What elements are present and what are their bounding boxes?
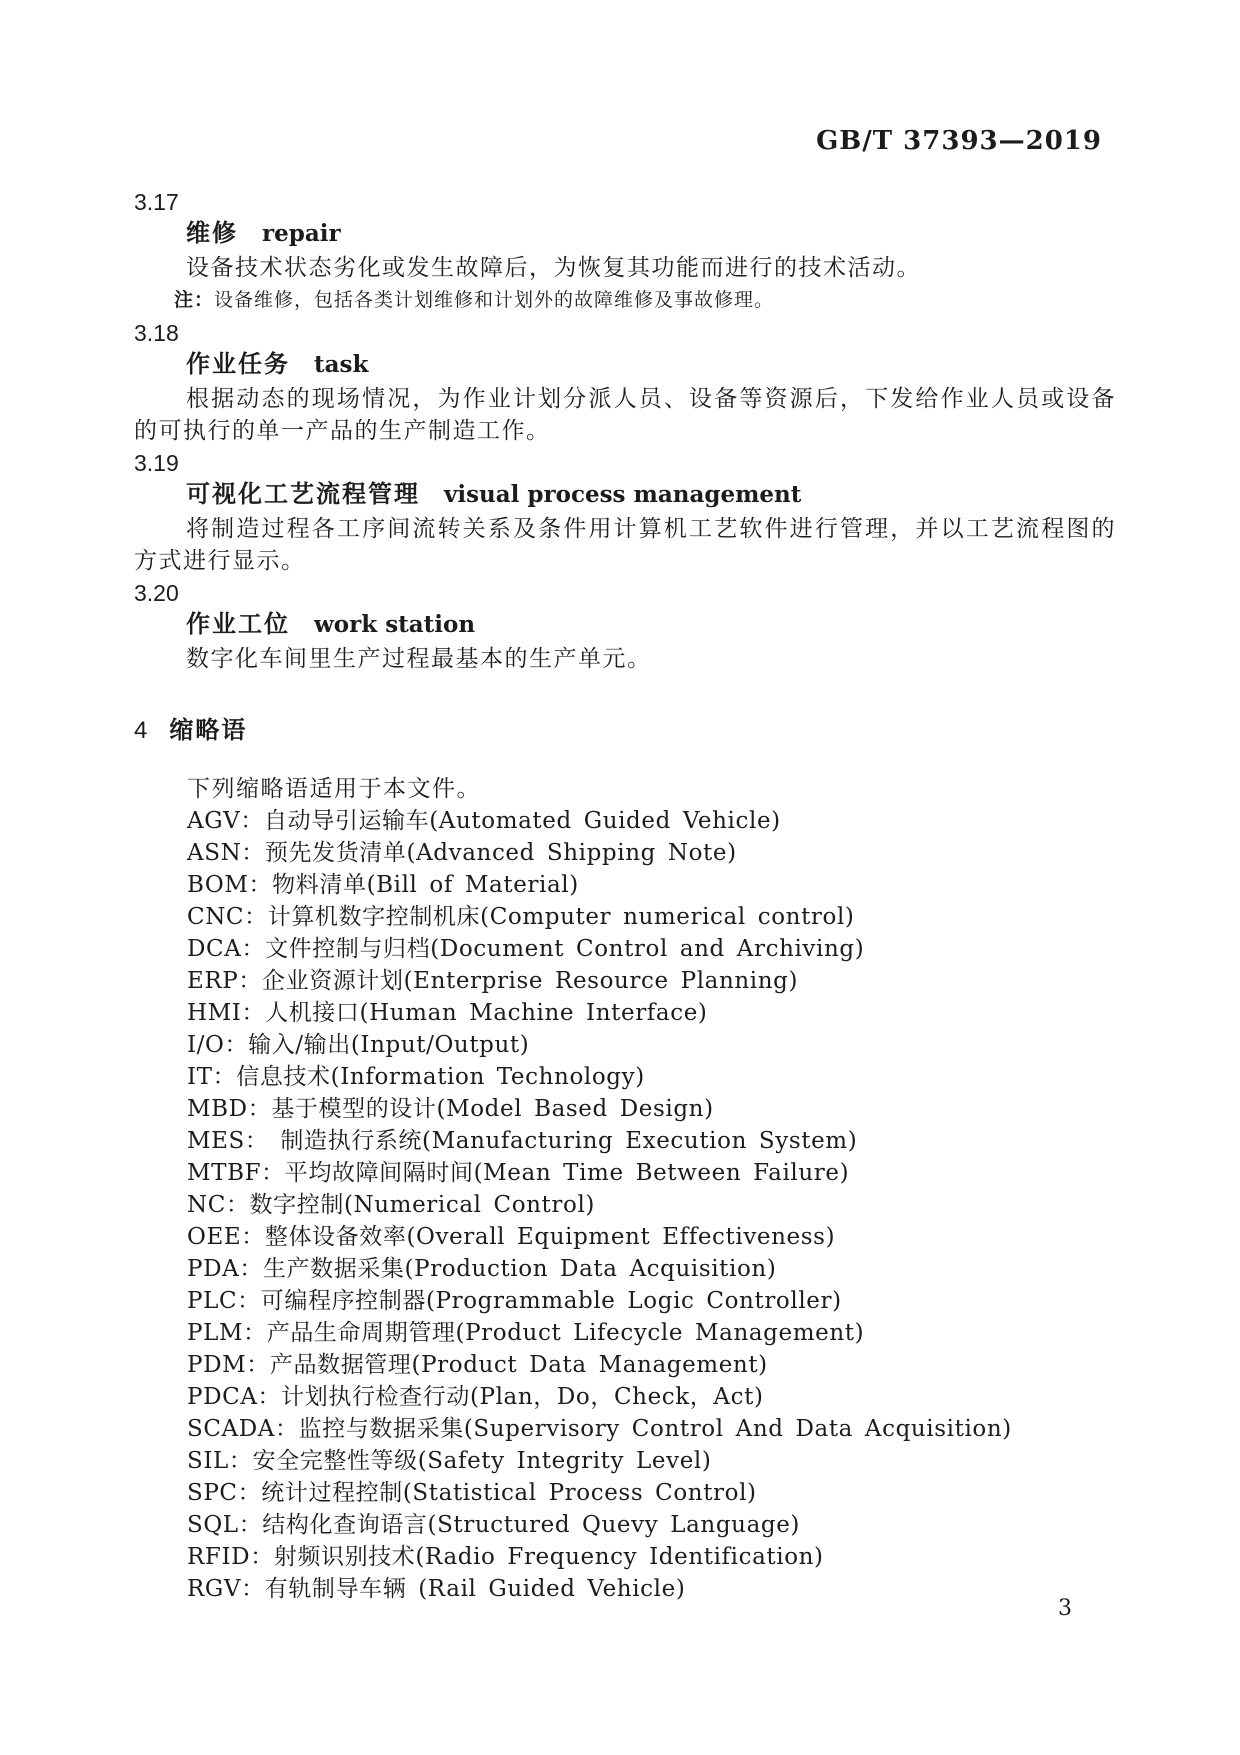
abbreviation-colon: ： (241, 1576, 265, 1602)
abbreviation-colon: ： (238, 1512, 263, 1538)
abbreviation-code: IT (187, 1064, 213, 1090)
abbreviation-item (187, 1349, 1116, 1381)
abbreviation-colon: ： (261, 1160, 285, 1186)
abbreviation-item (187, 805, 1116, 837)
abbreviation-colon: ： (257, 1384, 282, 1410)
abbreviation-code: AGV (187, 808, 241, 834)
abbreviation-item (187, 1477, 1116, 1509)
term-section (134, 186, 1116, 317)
abbreviation-chinese: 人机接口 (265, 1000, 360, 1026)
abbreviation-chinese: 平均故障间隔时间 (284, 1160, 474, 1186)
abbreviation-code: DCA (187, 936, 242, 962)
abbreviation-code: OEE (187, 1224, 242, 1250)
page-number: 3 (1058, 1596, 1072, 1621)
abbreviation-english: (Production Data Acquisition) (404, 1256, 777, 1282)
abbreviation-item (187, 1285, 1116, 1317)
abbreviation-english: (Rail Guided Vehicle) (418, 1576, 686, 1602)
abbreviation-chinese: 文件控制与归档 (265, 936, 431, 962)
abbreviation-chinese: 产品数据管理 (269, 1352, 412, 1378)
abbreviation-item (187, 1157, 1116, 1189)
abbreviation-code: HMI (187, 1000, 242, 1026)
abbreviations-block (134, 773, 1116, 1605)
standard-code-header: GB/T 37393—2019 (816, 126, 1102, 156)
term-definition: 数字化车间里生产过程最基本的生产单元。 (186, 646, 652, 672)
abbreviation-english: (Statistical Process Control) (402, 1480, 757, 1506)
abbreviation-colon: ： (212, 1064, 237, 1090)
abbreviation-code: ERP (187, 968, 239, 994)
term-definition: 设备技术状态劣化或发生故障后，为恢复其功能而进行的技术活动。 (186, 255, 921, 281)
abbreviation-colon: ： (250, 1544, 274, 1570)
term-section (134, 317, 1116, 447)
term-chinese: 作业工位 (186, 611, 290, 638)
abbreviation-colon: ： (225, 1192, 250, 1218)
abbreviation-colon: ： (244, 1128, 269, 1154)
term-english: work station (314, 611, 476, 638)
abbreviation-colon: ： (241, 840, 265, 866)
abbreviation-item (187, 1093, 1116, 1125)
abbreviation-colon: ： (240, 808, 265, 834)
abbreviation-english: (Product Lifecycle Management) (455, 1320, 865, 1346)
abbreviation-english: (Automated Guided Vehicle) (429, 808, 781, 834)
abbreviation-chinese: 统计过程控制 (261, 1480, 403, 1506)
abbreviation-code: PDCA (187, 1384, 258, 1410)
abbreviation-code: PLM (187, 1320, 244, 1346)
abbreviation-english: (Numerical Control) (343, 1192, 595, 1218)
abbreviation-chinese: 输入/输出 (248, 1032, 351, 1058)
abbreviation-chinese: 计算机数字控制机床 (267, 904, 481, 930)
abbreviation-chinese: 整体设备效率 (264, 1224, 407, 1250)
abbreviation-colon: ： (237, 1288, 261, 1314)
term-note (174, 284, 1116, 317)
abbreviation-item (187, 1509, 1116, 1541)
abbreviation-colon: ： (243, 1320, 267, 1346)
abbreviation-colon: ： (228, 1448, 253, 1474)
section-number: 3.18 (134, 320, 179, 346)
abbreviation-list (134, 805, 1116, 1605)
abbreviation-colon: ： (244, 904, 268, 930)
abbreviation-item (187, 997, 1116, 1029)
abbreviation-english: (Product Data Management) (411, 1352, 768, 1378)
abbreviation-english: (Input/Output) (350, 1032, 530, 1058)
abbreviation-chinese: 制造执行系统 (268, 1128, 423, 1154)
section-number: 3.20 (134, 580, 179, 606)
abbreviation-colon: ： (238, 968, 262, 994)
abbreviation-item (187, 1381, 1116, 1413)
abbreviation-chinese: 自动导引运输车 (264, 808, 430, 834)
abbreviation-english: (Bill of Material) (366, 872, 579, 898)
abbreviation-item (187, 933, 1116, 965)
abbreviation-chinese: 产品生命周期管理 (266, 1320, 456, 1346)
abbreviation-chinese: 有轨制导车辆 (264, 1576, 419, 1602)
abbreviation-code: SQL (187, 1512, 239, 1538)
term-line (186, 479, 1116, 513)
abbreviation-chinese: 数字控制 (249, 1192, 344, 1218)
chapter-number: 4 (134, 717, 148, 744)
abbreviation-item (187, 1413, 1116, 1445)
abbreviation-english: (Radio Frequency Identification) (415, 1544, 824, 1570)
term-chinese: 作业任务 (186, 351, 290, 378)
abbreviation-item (187, 1445, 1116, 1477)
abbreviation-code: PLC (187, 1288, 238, 1314)
section-number: 3.19 (134, 450, 179, 476)
abbreviation-english: (Manufacturing Execution System) (422, 1128, 858, 1154)
term-line (186, 349, 1116, 383)
abbreviation-colon: ： (239, 1256, 263, 1282)
note-label: 注： (174, 290, 215, 311)
abbreviation-item (187, 1029, 1116, 1061)
term-definition: 根据动态的现场情况，为作业计划分派人员、设备等资源后，下发给作业人员或设备的可执行的单一产品的生产制造工作。 (134, 386, 1116, 444)
abbreviation-colon: ： (246, 1352, 270, 1378)
term-english: task (314, 351, 369, 378)
abbreviation-english: (Structured Quevy Language) (427, 1512, 800, 1538)
abbreviation-code: I/O (187, 1032, 225, 1058)
abbreviation-item (187, 869, 1116, 901)
term-english: repair (262, 220, 341, 247)
abbreviations-intro: 下列缩略语适用于本文件。 (187, 776, 481, 802)
abbreviation-english: (Plan，Do，Check，Act) (469, 1384, 764, 1410)
abbreviation-chinese: 射频识别技术 (273, 1544, 416, 1570)
abbreviation-english: (Programmable Logic Controller) (425, 1288, 842, 1314)
abbreviation-code: NC (187, 1192, 226, 1218)
abbreviation-colon: ： (237, 1480, 262, 1506)
abbreviation-colon: ： (241, 1000, 266, 1026)
abbreviation-english: (Document Control and Archiving) (430, 936, 865, 962)
term-section (134, 447, 1116, 577)
term-line (186, 218, 1116, 252)
abbreviation-chinese: 企业资源计划 (262, 968, 404, 994)
term-section (134, 577, 1116, 675)
abbreviation-item (187, 901, 1116, 933)
abbreviation-code: BOM (187, 872, 249, 898)
abbreviation-item (187, 1317, 1116, 1349)
abbreviation-item (187, 1221, 1116, 1253)
abbreviation-code: RFID (187, 1544, 251, 1570)
abbreviation-chinese: 安全完整性等级 (252, 1448, 418, 1474)
abbreviation-english: (Human Machine Interface) (359, 1000, 708, 1026)
abbreviation-code: PDA (187, 1256, 240, 1282)
term-english: visual process management (444, 481, 802, 508)
abbreviation-code: CNC (187, 904, 245, 930)
term-chinese: 维修 (186, 220, 238, 247)
abbreviations-heading (134, 715, 1116, 747)
term-chinese: 可视化工艺流程管理 (186, 481, 420, 508)
abbreviation-english: (Mean Time Between Failure) (473, 1160, 850, 1186)
abbreviation-colon: ： (275, 1416, 299, 1442)
abbreviation-english: (Computer numerical control) (480, 904, 855, 930)
abbreviation-code: MTBF (187, 1160, 262, 1186)
abbreviation-chinese: 计划执行检查行动 (281, 1384, 470, 1410)
abbreviation-item (187, 1189, 1116, 1221)
abbreviation-english: (Model Based Design) (436, 1096, 714, 1122)
abbreviation-chinese: 物料清单 (272, 872, 367, 898)
abbreviation-colon: ： (248, 872, 273, 898)
abbreviation-colon: ： (241, 936, 266, 962)
abbreviation-code: MBD (187, 1096, 248, 1122)
abbreviation-code: SIL (187, 1448, 229, 1474)
abbreviation-item (187, 1541, 1116, 1573)
abbreviation-item (187, 1125, 1116, 1157)
abbreviation-english: (Information Technology) (330, 1064, 645, 1090)
abbreviation-english: (Safety Integrity Level) (417, 1448, 712, 1474)
abbreviation-code: PDM (187, 1352, 247, 1378)
page-content (134, 186, 1116, 1605)
term-line (186, 609, 1116, 643)
abbreviation-chinese: 基于模型的设计 (271, 1096, 437, 1122)
abbreviation-code: MES (187, 1128, 245, 1154)
abbreviation-english: (Enterprise Resource Planning) (403, 968, 799, 994)
terms-sections (134, 186, 1116, 675)
abbreviation-code: SPC (187, 1480, 238, 1506)
abbreviation-english: (Advanced Shipping Note) (406, 840, 737, 866)
abbreviation-chinese: 监控与数据采集 (298, 1416, 464, 1442)
abbreviation-chinese: 信息技术 (236, 1064, 331, 1090)
abbreviation-chinese: 预先发货清单 (264, 840, 407, 866)
abbreviation-english: (Supervisory Control And Data Acquisition) (463, 1416, 1012, 1442)
section-number: 3.17 (134, 189, 179, 215)
term-definition: 将制造过程各工序间流转关系及条件用计算机工艺软件进行管理，并以工艺流程图的方式进行显示。 (134, 516, 1116, 574)
abbreviation-chinese: 可编程序控制器 (260, 1288, 426, 1314)
abbreviation-item (187, 1573, 1116, 1605)
chapter-title: 缩略语 (169, 717, 248, 744)
abbreviation-code: RGV (187, 1576, 242, 1602)
abbreviation-item (187, 1061, 1116, 1093)
abbreviation-code: SCADA (187, 1416, 276, 1442)
abbreviation-item (187, 965, 1116, 997)
abbreviation-colon: ： (224, 1032, 249, 1058)
abbreviation-code: ASN (187, 840, 242, 866)
note-text: 设备维修，包括各类计划维修和计划外的故障维修及事故修理。 (214, 289, 775, 311)
abbreviation-item (187, 1253, 1116, 1285)
abbreviation-english: (Overall Equipment Effectiveness) (406, 1224, 836, 1250)
abbreviation-chinese: 生产数据采集 (262, 1256, 405, 1282)
abbreviation-chinese: 结构化查询语言 (262, 1512, 428, 1538)
abbreviation-colon: ： (247, 1096, 272, 1122)
abbreviation-colon: ： (241, 1224, 265, 1250)
abbreviation-item (187, 837, 1116, 869)
